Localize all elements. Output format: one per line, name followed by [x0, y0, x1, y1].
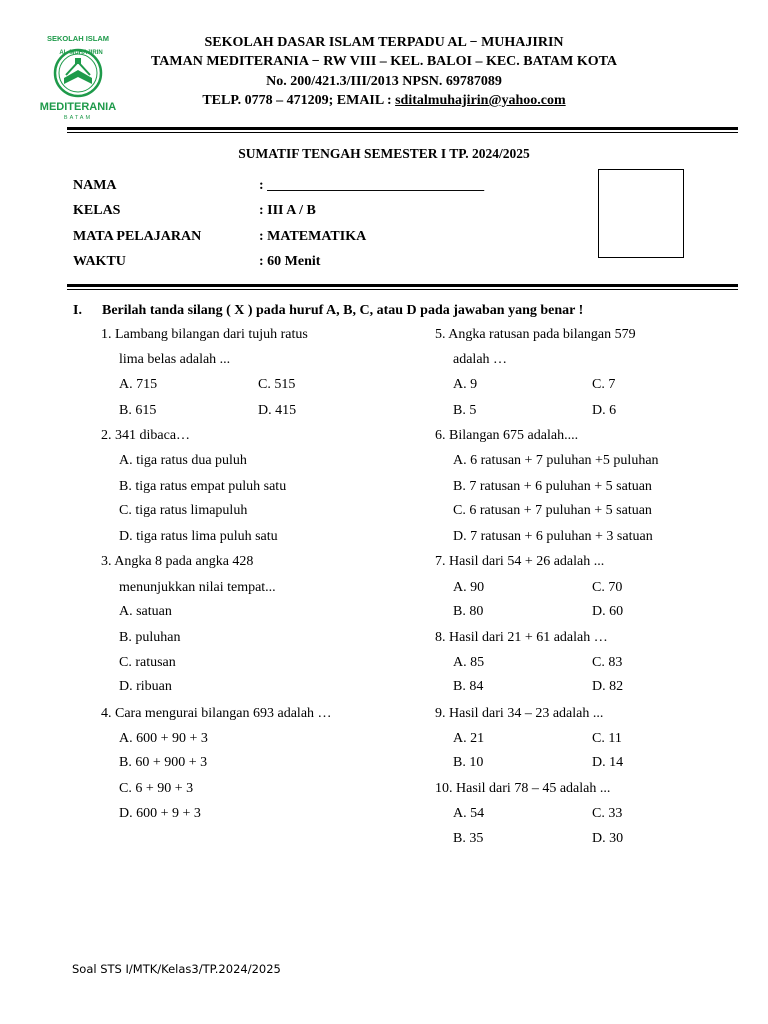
question-7-option-a[interactable]: A. 90 [453, 580, 485, 595]
question-9-option-b[interactable]: B. 10 [453, 755, 484, 770]
question-2-option-d[interactable]: D. tiga ratus lima puluh satu [119, 529, 278, 544]
info-label-mapel: MATA PELAJARAN [73, 229, 202, 244]
question-3-option-b[interactable]: B. puluhan [119, 630, 181, 645]
info-label-nama: NAMA [73, 178, 117, 193]
question-8-text: 8. Hasil dari 21 + 61 adalah … [435, 630, 608, 645]
question-4-option-c[interactable]: C. 6 + 90 + 3 [119, 781, 194, 796]
question-5-option-d[interactable]: D. 6 [592, 403, 617, 418]
question-7-option-b[interactable]: B. 80 [453, 604, 484, 619]
question-8-option-c[interactable]: C. 83 [592, 655, 623, 670]
question-9-option-d[interactable]: D. 14 [592, 755, 624, 770]
question-8-option-b[interactable]: B. 84 [453, 679, 484, 694]
question-10-option-d[interactable]: D. 30 [592, 831, 624, 846]
question-5-option-c[interactable]: C. 7 [592, 377, 616, 392]
school-name: SEKOLAH DASAR ISLAM TERPADU AL − MUHAJIRIN [204, 35, 564, 50]
question-6-option-b[interactable]: B. 7 ratusan + 6 puluhan + 5 satuan [453, 479, 652, 494]
header-rule-thick [67, 127, 738, 130]
question-10-text: 10. Hasil dari 78 – 45 adalah ... [435, 781, 611, 796]
question-7-option-d[interactable]: D. 60 [592, 604, 624, 619]
info-value-mapel: : MATEMATIKA [259, 229, 367, 244]
question-6-text: 6. Bilangan 675 adalah.... [435, 428, 579, 443]
question-1-text-cont: lima belas adalah ... [119, 352, 231, 367]
question-6-option-c[interactable]: C. 6 ratusan + 7 puluhan + 5 satuan [453, 503, 652, 518]
info-value-nama: : _______________________________ [259, 178, 485, 193]
logo-top-text: SEKOLAH ISLAM [46, 34, 110, 43]
question-1-option-b[interactable]: B. 615 [119, 403, 157, 418]
question-8-option-a[interactable]: A. 85 [453, 655, 485, 670]
info-value-waktu: : 60 Menit [259, 254, 321, 269]
question-1-option-d[interactable]: D. 415 [258, 403, 297, 418]
question-3-text: 3. Angka 8 pada angka 428 [101, 554, 254, 569]
info-label-kelas: KELAS [73, 203, 121, 218]
question-7-option-c[interactable]: C. 70 [592, 580, 623, 595]
question-3-option-c[interactable]: C. ratusan [119, 655, 176, 670]
question-1-text: 1. Lambang bilangan dari tujuh ratus [101, 327, 308, 342]
question-1-option-c[interactable]: C. 515 [258, 377, 296, 392]
info-rule-thin [67, 289, 738, 290]
school-address: TAMAN MEDITERANIA − RW VIII – KEL. BALOI – KEC. BATAM KOTA [150, 54, 618, 69]
question-5-option-b[interactable]: B. 5 [453, 403, 477, 418]
question-5-text-cont: adalah … [453, 352, 508, 367]
school-registration: No. 200/421.3/III/2013 NPSN. 69787089 [266, 74, 502, 89]
question-5-text: 5. Angka ratusan pada bilangan 579 [435, 327, 636, 342]
question-10-option-b[interactable]: B. 35 [453, 831, 484, 846]
email-link[interactable]: sditalmuhajirin@yahoo.com [395, 93, 566, 108]
question-9-text: 9. Hasil dari 34 – 23 adalah ... [435, 706, 604, 721]
info-rule-thick [67, 284, 738, 287]
question-8-option-d[interactable]: D. 82 [592, 679, 624, 694]
question-4-option-d[interactable]: D. 600 + 9 + 3 [119, 806, 201, 821]
question-3-option-d[interactable]: D. ribuan [119, 679, 172, 694]
question-2-option-a[interactable]: A. tiga ratus dua puluh [119, 453, 247, 468]
section-instruction: Berilah tanda silang ( X ) pada huruf A, B, C, atau D pada jawaban yang benar ! [102, 303, 584, 318]
score-box[interactable] [598, 169, 684, 258]
logo-city: BATAM [63, 115, 93, 121]
question-2-option-c[interactable]: C. tiga ratus limapuluh [119, 503, 248, 518]
question-1-option-a[interactable]: A. 715 [119, 377, 158, 392]
contact-phone: TELP. 0778 – 471209; EMAIL : [202, 93, 396, 108]
question-6-option-d[interactable]: D. 7 ratusan + 6 puluhan + 3 satuan [453, 529, 653, 544]
question-4-option-b[interactable]: B. 60 + 900 + 3 [119, 755, 208, 770]
question-9-option-a[interactable]: A. 21 [453, 731, 485, 746]
question-7-text: 7. Hasil dari 54 + 26 adalah ... [435, 554, 605, 569]
info-value-kelas: : III A / B [259, 203, 316, 218]
page-footer: Soal STS I/MTK/Kelas3/TP.2024/2025 [72, 962, 281, 976]
question-4-text: 4. Cara mengurai bilangan 693 adalah … [101, 706, 332, 721]
logo-arc-text: AL-MUHAJIRIN [59, 50, 103, 56]
question-10-option-c[interactable]: C. 33 [592, 806, 623, 821]
question-2-text: 2. 341 dibaca… [101, 428, 191, 443]
question-4-option-a[interactable]: A. 600 + 90 + 3 [119, 731, 208, 746]
question-5-option-a[interactable]: A. 9 [453, 377, 478, 392]
question-2-option-b[interactable]: B. tiga ratus empat puluh satu [119, 479, 287, 494]
section-number: I. [73, 303, 82, 318]
question-3-text-cont: menunjukkan nilai tempat... [119, 580, 276, 595]
question-10-option-a[interactable]: A. 54 [453, 806, 485, 821]
question-6-option-a[interactable]: A. 6 ratusan + 7 puluhan +5 puluhan [453, 453, 659, 468]
question-9-option-c[interactable]: C. 11 [592, 731, 622, 746]
exam-title: SUMATIF TENGAH SEMESTER I TP. 2024/2025 [238, 146, 530, 161]
info-label-waktu: WAKTU [73, 254, 126, 269]
logo-name: MEDITERANIA [39, 101, 117, 113]
header-rule-thin [67, 132, 738, 133]
question-3-option-a[interactable]: A. satuan [119, 604, 172, 619]
school-contact [0, 91, 768, 111]
